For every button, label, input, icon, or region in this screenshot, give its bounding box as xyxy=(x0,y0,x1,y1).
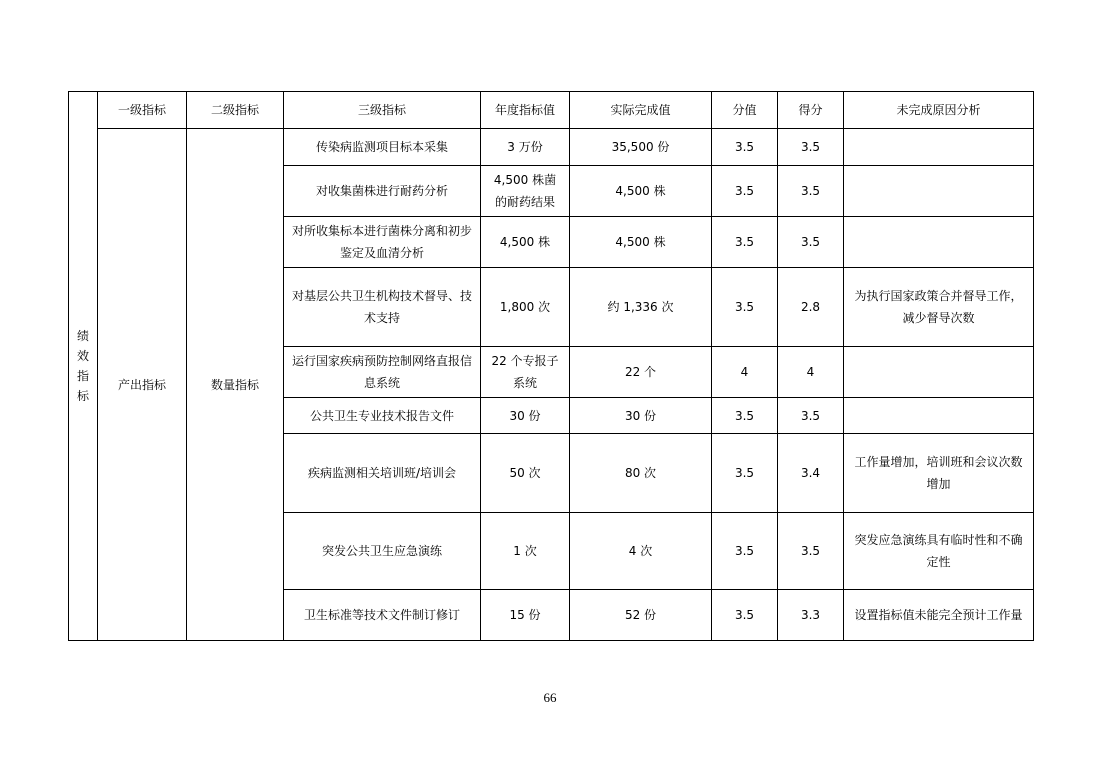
target-cell: 4,500 株 xyxy=(481,217,570,268)
reason-cell xyxy=(844,217,1034,268)
actual-cell: 4,500 株 xyxy=(570,217,712,268)
actual-cell: 35,500 份 xyxy=(570,129,712,166)
indicator-cell: 运行国家疾病预防控制网络直报信息系统 xyxy=(284,347,481,398)
indicator-cell: 公共卫生专业技术报告文件 xyxy=(284,398,481,434)
indicator-cell: 对收集菌株进行耐药分析 xyxy=(284,166,481,217)
score-cell: 3.3 xyxy=(778,590,844,641)
score-cell: 2.8 xyxy=(778,268,844,347)
reason-cell: 设置指标值未能完全预计工作量 xyxy=(844,590,1034,641)
score-cell: 3.5 xyxy=(778,513,844,590)
score-cell: 3.5 xyxy=(778,166,844,217)
score-value-cell: 4 xyxy=(712,347,778,398)
header-level3: 三级指标 xyxy=(284,92,481,129)
score-cell: 3.5 xyxy=(778,129,844,166)
reason-cell: 为执行国家政策合并督导工作，减少督导次数 xyxy=(844,268,1034,347)
actual-cell: 30 份 xyxy=(570,398,712,434)
score-cell: 3.4 xyxy=(778,434,844,513)
indicator-cell: 传染病监测项目标本采集 xyxy=(284,129,481,166)
header-score-value: 分值 xyxy=(712,92,778,129)
indicator-cell: 对基层公共卫生机构技术督导、技术支持 xyxy=(284,268,481,347)
target-cell: 22 个专报子系统 xyxy=(481,347,570,398)
header-score: 得分 xyxy=(778,92,844,129)
level1-value: 产出指标 xyxy=(98,129,187,641)
table-body xyxy=(69,92,1034,641)
performance-indicator-table xyxy=(68,91,1034,641)
indicator-cell: 疾病监测相关培训班/培训会 xyxy=(284,434,481,513)
reason-cell xyxy=(844,347,1034,398)
score-value-cell: 3.5 xyxy=(712,434,778,513)
reason-cell xyxy=(844,398,1034,434)
score-value-cell: 3.5 xyxy=(712,590,778,641)
score-value-cell: 3.5 xyxy=(712,166,778,217)
actual-cell: 52 份 xyxy=(570,590,712,641)
header-row xyxy=(69,92,1034,129)
header-level2: 二级指标 xyxy=(187,92,284,129)
header-actual: 实际完成值 xyxy=(570,92,712,129)
target-cell: 15 份 xyxy=(481,590,570,641)
indicator-cell: 突发公共卫生应急演练 xyxy=(284,513,481,590)
group-label-cell xyxy=(69,92,98,641)
actual-cell: 22 个 xyxy=(570,347,712,398)
target-cell: 3 万份 xyxy=(481,129,570,166)
score-cell: 3.5 xyxy=(778,398,844,434)
indicator-cell: 对所收集标本进行菌株分离和初步鉴定及血清分析 xyxy=(284,217,481,268)
target-cell: 30 份 xyxy=(481,398,570,434)
reason-cell xyxy=(844,166,1034,217)
actual-cell: 4 次 xyxy=(570,513,712,590)
actual-cell: 约 1,336 次 xyxy=(570,268,712,347)
level2-value: 数量指标 xyxy=(187,129,284,641)
reason-cell xyxy=(844,129,1034,166)
target-cell: 1 次 xyxy=(481,513,570,590)
score-value-cell: 3.5 xyxy=(712,129,778,166)
target-cell: 4,500 株菌的耐药结果 xyxy=(481,166,570,217)
table-row xyxy=(69,129,1034,166)
header-target: 年度指标值 xyxy=(481,92,570,129)
reason-cell: 突发应急演练具有临时性和不确定性 xyxy=(844,513,1034,590)
score-value-cell: 3.5 xyxy=(712,268,778,347)
group-label: 绩效指标 xyxy=(76,329,89,403)
score-cell: 4 xyxy=(778,347,844,398)
score-value-cell: 3.5 xyxy=(712,513,778,590)
target-cell: 50 次 xyxy=(481,434,570,513)
score-cell: 3.5 xyxy=(778,217,844,268)
score-value-cell: 3.5 xyxy=(712,217,778,268)
actual-cell: 80 次 xyxy=(570,434,712,513)
header-level1: 一级指标 xyxy=(98,92,187,129)
reason-cell: 工作量增加，培训班和会议次数增加 xyxy=(844,434,1034,513)
indicator-cell: 卫生标准等技术文件制订修订 xyxy=(284,590,481,641)
target-cell: 1,800 次 xyxy=(481,268,570,347)
actual-cell: 4,500 株 xyxy=(570,166,712,217)
page-number: 66 xyxy=(543,690,557,705)
header-reason: 未完成原因分析 xyxy=(844,92,1034,129)
score-value-cell: 3.5 xyxy=(712,398,778,434)
